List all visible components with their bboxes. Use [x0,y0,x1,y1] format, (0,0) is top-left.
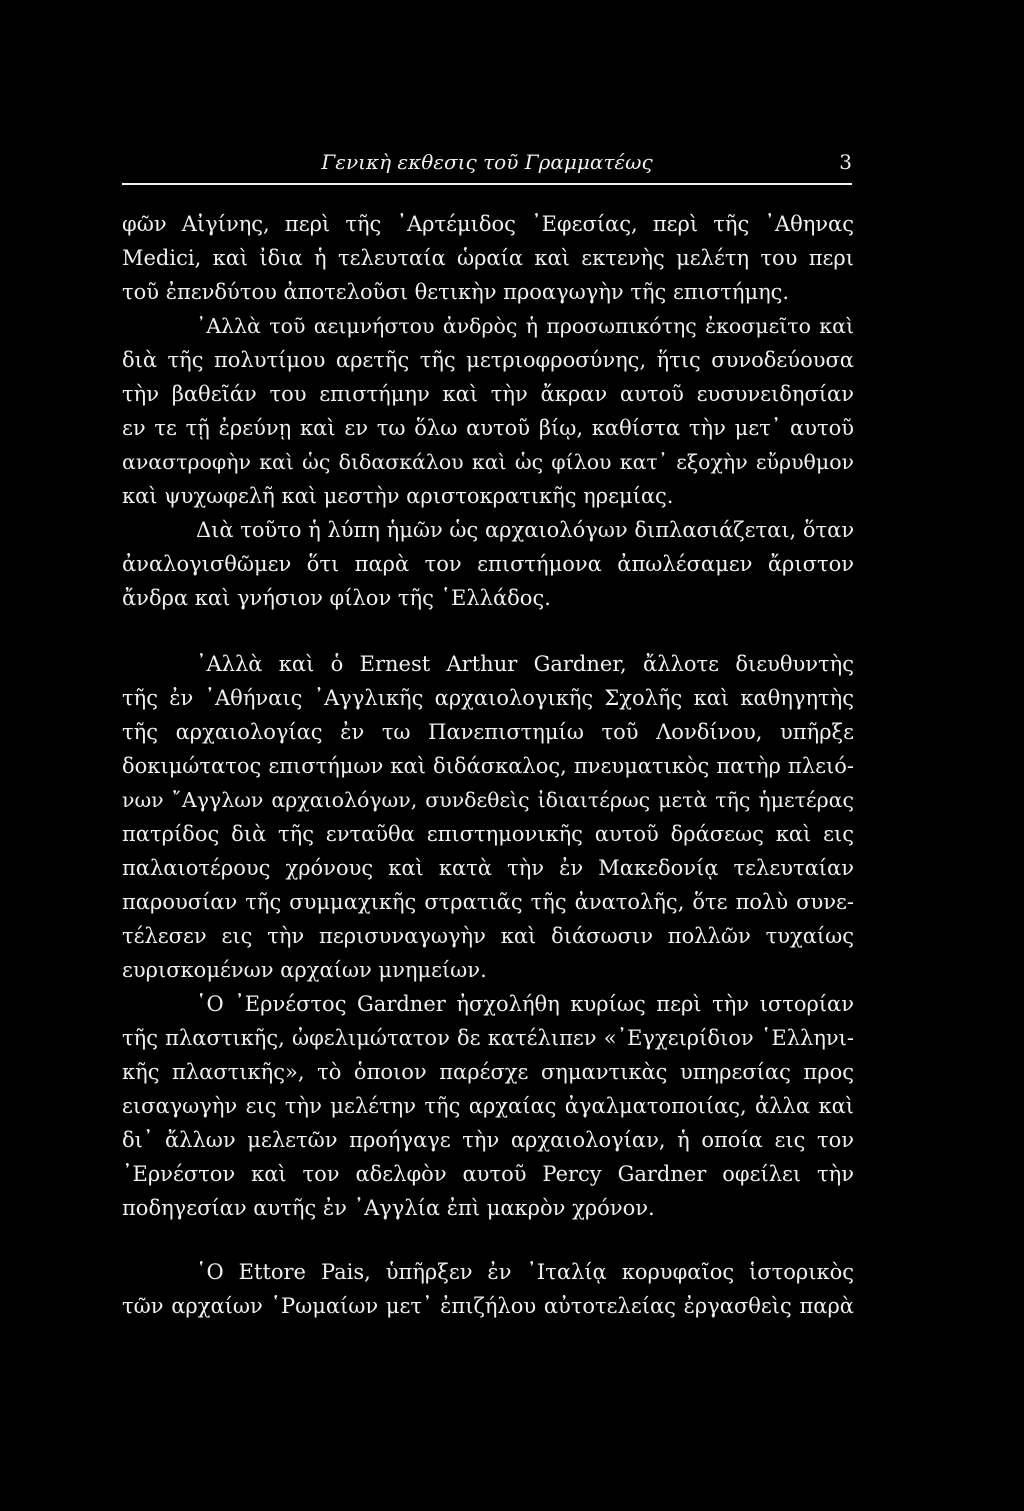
text-line: φῶν Αἰγίνης, περὶ τῆς ᾿Αρτέμιδος ᾿Εφεσίας, περὶ τῆς ᾿Αθηνας [122,212,854,236]
text-line: κῆς πλαστικῆς», τὸ ὁποιον παρέσχε σημαντικὰς υπηρεσίας προς [122,1060,854,1084]
text-line: εν τε τῇ ἐρεύνῃ καὶ εν τω ὅλω αυτοῦ βίῳ, καθίστα τὴν μετ᾿ αυτοῦ [122,416,854,440]
text-line: ᾿Αλλὰ τοῦ αειμνήστου ἀνδρὸς ἡ προσωπικότης ἐκοσμεῖτο καὶ [196,314,854,338]
text-line: ᾿Ερνέστον καὶ τον αδελφὸν αυτοῦ Percy Gardner οφείλει τὴν [122,1162,854,1186]
header-rule [122,183,852,185]
text-line: νων ῎Αγγλων αρχαιολόγων, συνδεθεὶς ἰδιαιτέρως μετὰ τῆς ἡμετέρας [122,788,854,812]
text-line: τῆς ἐν ᾿Αθήναις ᾿Αγγλικῆς αρχαιολογικῆς Σχολῆς καὶ καθηγητὴς [122,686,854,710]
text-line: παρουσίαν τῆς συμμαχικῆς στρατιᾶς τῆς ἀνατολῆς, ὅτε πολὺ συνε- [122,890,854,914]
text-line: δοκιμώτατος επιστήμων καὶ διδάσκαλος, πνευματικὸς πατὴρ πλειό- [122,754,854,778]
text-line: αναστροφὴν καὶ ὡς διδασκάλου καὶ ὡς φίλου κατ᾿ εξοχὴν εὔρυθμον [122,450,854,474]
text-line: καὶ ψυχωφελῆ καὶ μεστὴν αριστοκρατικῆς ηρεμίας. [122,484,674,508]
page-number: 3 [839,150,852,174]
text-line: ᾿Αλλὰ καὶ ὁ Ernest Arthur Gardner, ἄλλοτε διευθυντὴς [196,652,854,676]
text-line: ῾Ο ᾿Ερνέστος Gardner ἠσχολήθη κυρίως περὶ τὴν ιστορίαν [196,992,854,1016]
running-head-title: Γενικὴ εκθεσις τοῦ Γραμματέως [321,150,653,174]
text-line: διὰ τῆς πολυτίμου αρετῆς τῆς μετριοφροσύνης, ἥτις συνοδεύουσα [122,348,854,372]
text-line: τῶν αρχαίων ῾Ρωμαίων μετ᾿ ἐπιζήλου αὐτοτελείας ἐργασθεὶς παρὰ [122,1294,854,1318]
text-line: ἀναλογισθῶμεν ὅτι παρὰ τον επιστήμονα ἀπωλέσαμεν ἄριστον [122,552,854,576]
text-line: εισαγωγὴν εις τὴν μελέτην τῆς αρχαίας ἀγαλματοποιίας, ἀλλα καὶ [122,1094,854,1118]
running-head [122,150,852,178]
text-line: τῆς πλαστικῆς, ὠφελιμώτατον δε κατέλιπεν «᾿Εγχειρίδιον ῾Ελληνι- [122,1026,854,1050]
text-line: τῆς αρχαιολογίας ἐν τω Πανεπιστημίω τοῦ Λονδίνου, υπῆρξε [122,720,854,744]
text-line: Διὰ τοῦτο ἡ λύπη ἡμῶν ὡς αρχαιολόγων διπλασιάζεται, ὅταν [196,518,855,542]
text-line: ἄνδρα καὶ γνήσιον φίλον τῆς ῾Ελλάδος. [122,586,551,610]
text-line: τοῦ ἐπενδύτου ἀποτελοῦσι θετικὴν προαγωγὴν τῆς επιστήμης. [122,280,790,304]
text-line: ποδηγεσίαν αυτῆς ἐν ᾿Αγγλία ἐπὶ μακρὸν χρόνον. [122,1196,655,1220]
text-line: δι᾿ ἄλλων μελετῶν προήγαγε τὴν αρχαιολογίαν, ἡ οποία εις τον [122,1128,854,1152]
text-line: παλαιοτέρους χρόνους καὶ κατὰ τὴν ἐν Μακεδονίᾳ τελευταίαν [122,856,854,880]
text-line: τέλεσεν εις τὴν περισυναγωγὴν καὶ διάσωσιν πολλῶν τυχαίως [122,924,854,948]
text-line: ευρισκομένων αρχαίων μνημείων. [122,958,487,982]
text-line: τὴν βαθεῖάν του επιστήμην καὶ τὴν ἄκραν αυτοῦ ευσυνειδησίαν [122,382,854,406]
text-line: ῾Ο Ettore Pais, ὑπῆρξεν ἐν ᾿Ιταλίᾳ κορυφαῖος ἱστορικὸς [196,1260,854,1284]
text-line: Medici, καὶ ἰδια ἡ τελευταία ὡραία καὶ εκτενὴς μελέτη του περι [122,246,854,270]
text-line: πατρίδος διὰ τῆς ενταῦθα επιστημονικῆς αυτοῦ δράσεως καὶ εις [122,822,854,846]
